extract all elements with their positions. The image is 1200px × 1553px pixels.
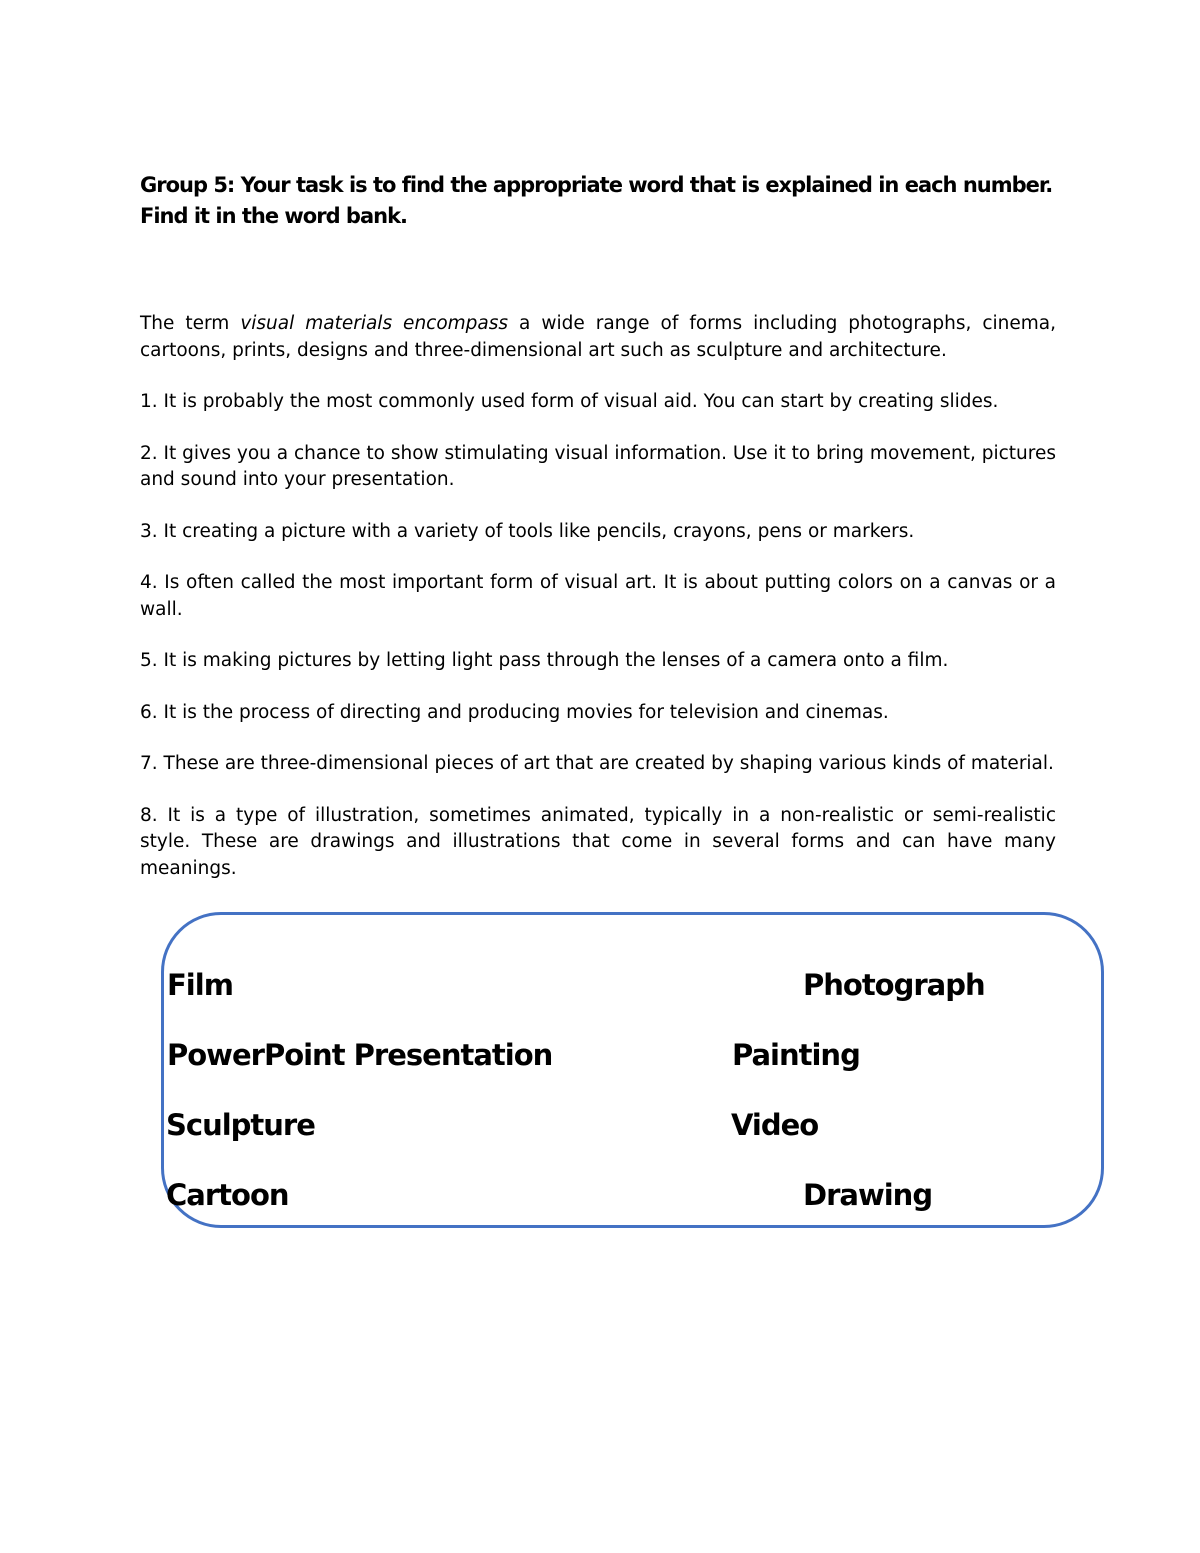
question-item-8: 8. It is a type of illustration, sometimes animated, typically in a non-realistic or semi-realistic style. These are drawings and illustrations that come in several forms and can have many meanings.: [140, 804, 1056, 879]
question-item-5: 5. It is making pictures by letting light pass through the lenses of a camera onto a film.: [140, 650, 949, 671]
word-bank-painting: Painting: [732, 1038, 860, 1072]
intro-suffix: a wide range of forms including photographs, cinema, cartoons, prints, designs and three-dimensional art such as sculpture and architecture.: [140, 313, 1056, 361]
intro-emphasis: visual materials encompass: [240, 313, 509, 334]
question-item-4: 4. Is often called the most important form of visual art. It is about putting colors on a canvas or a wall.: [140, 572, 1056, 620]
intro-prefix: The term: [140, 313, 241, 334]
task-heading-line-2: Find it in the word bank.: [140, 204, 408, 228]
question-item-7: 7. These are three-dimensional pieces of art that are created by shaping various kinds of material.: [140, 753, 1054, 774]
word-bank-photograph: Photograph: [803, 968, 985, 1002]
word-bank-drawing: Drawing: [803, 1178, 933, 1212]
word-bank-video: Video: [731, 1108, 819, 1142]
task-heading-line-1: Group 5: Your task is to find the appropriate word that is explained in each number.: [140, 173, 1053, 197]
intro-paragraph: [140, 311, 1056, 364]
question-item-6: 6. It is the process of directing and producing movies for television and cinemas.: [140, 701, 889, 723]
word-bank-powerpoint-presentation: PowerPoint Presentation: [167, 1038, 553, 1072]
word-bank-film: Film: [167, 968, 233, 1002]
task-heading: [140, 170, 1060, 232]
question-item-3: 3. It creating a picture with a variety of tools like pencils, crayons, pens or markers.: [140, 520, 915, 542]
question-text: [140, 311, 1056, 907]
word-bank-cartoon: Cartoon: [166, 1178, 289, 1212]
question-item-2: 2. It gives you a chance to show stimulating visual information. Use it to bring movement, pictures and sound into your presentation.: [140, 442, 1056, 490]
word-bank-sculpture: Sculpture: [166, 1108, 315, 1142]
question-item-1: 1. It is probably the most commonly used form of visual aid. You can start by creating slides.: [140, 391, 999, 412]
